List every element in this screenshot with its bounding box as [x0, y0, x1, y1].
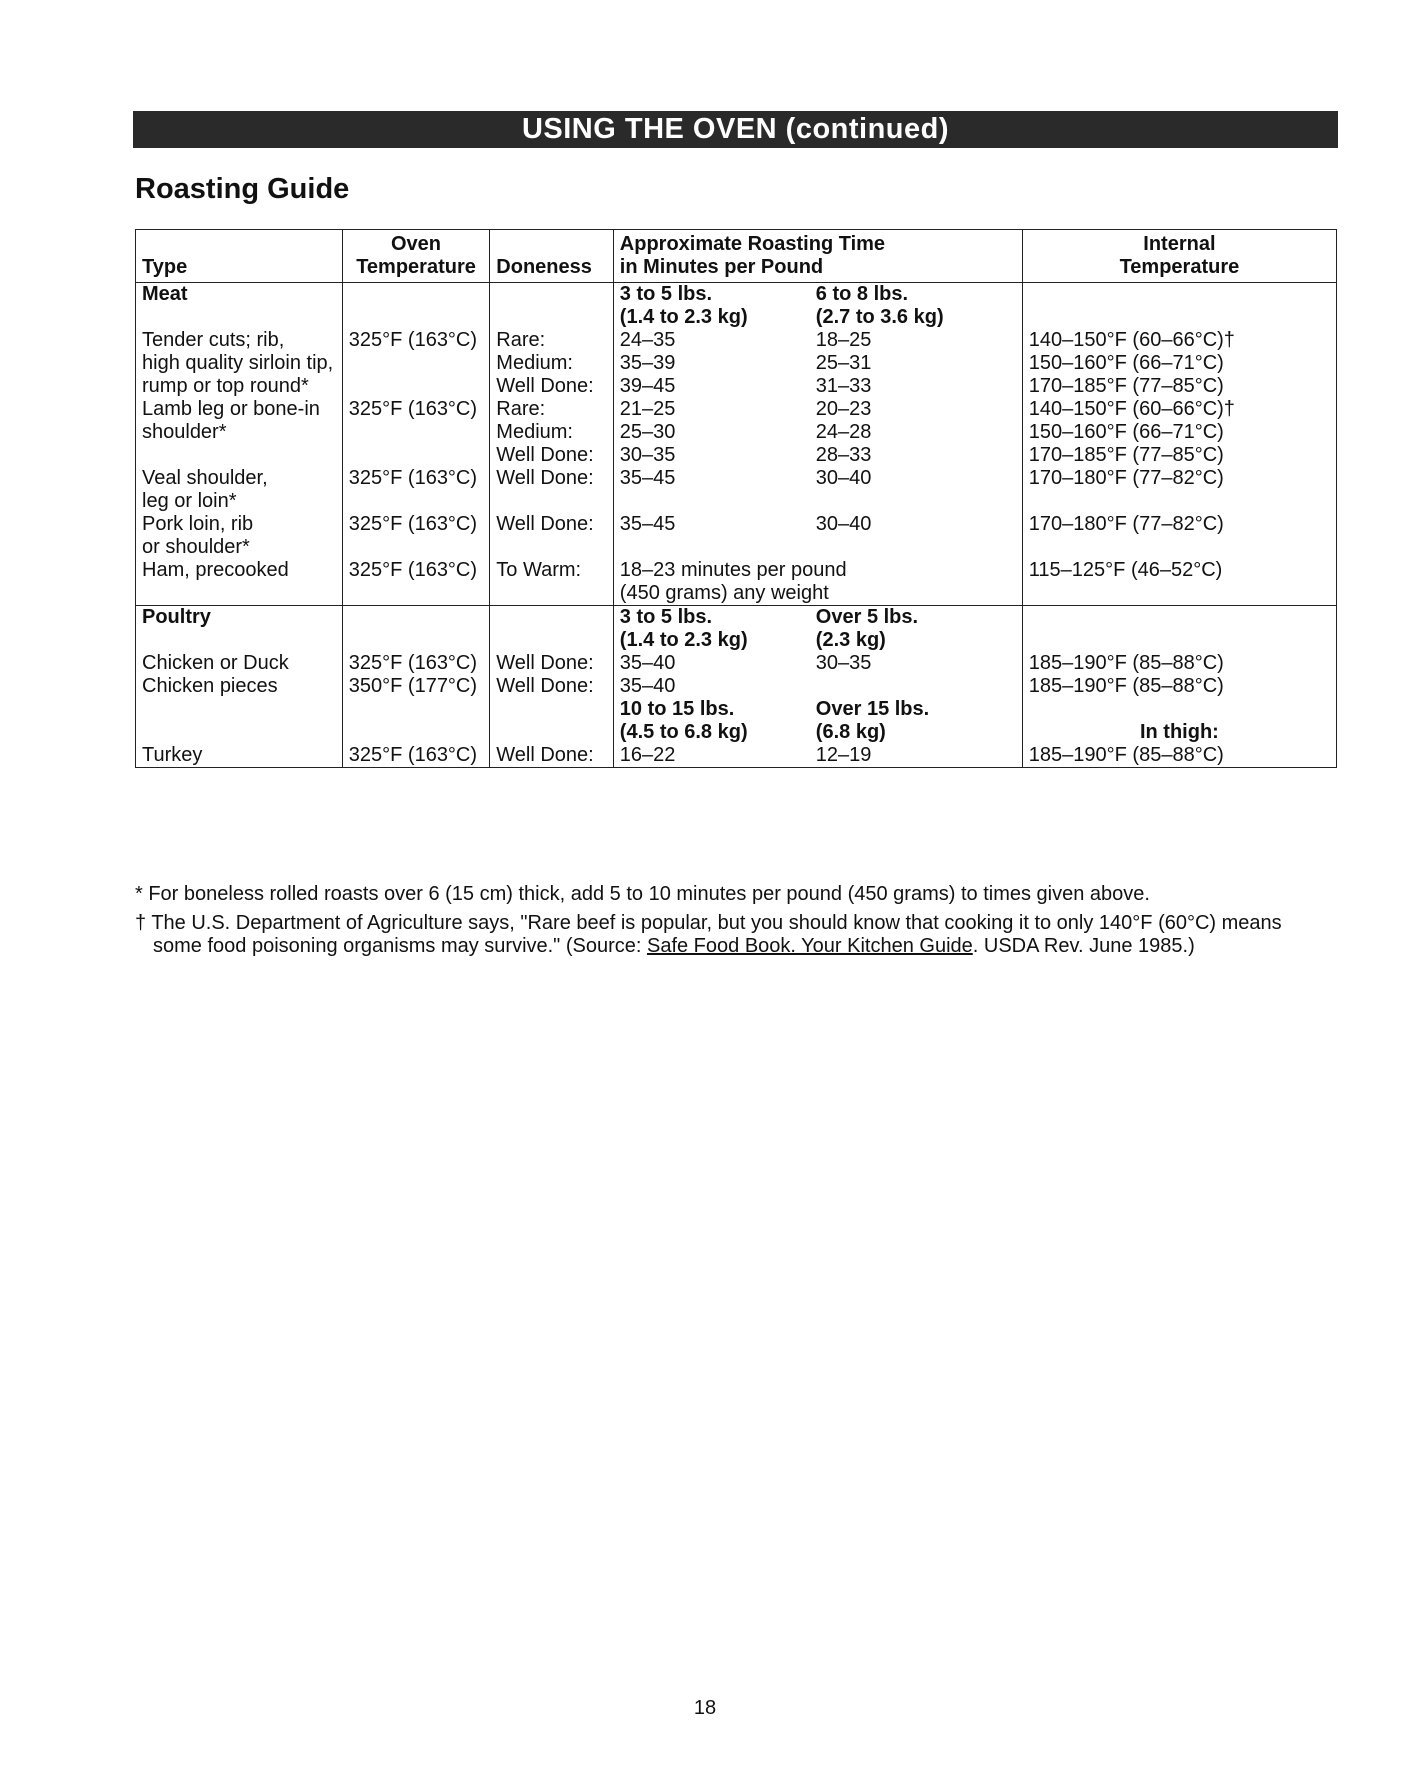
table-row	[136, 698, 1337, 768]
table-row	[136, 652, 1337, 675]
in-thigh-label: In thigh:	[1139, 721, 1219, 743]
oven-cell: 350°F (177°C)	[342, 675, 490, 698]
section-label-poultry: Poultry	[136, 606, 343, 653]
type-cell: Turkey	[136, 698, 343, 768]
footnote-dagger: † The U.S. Department of Agriculture says, "Rare beef is popular, but you should know that cooking it to only 140°F (60°C) means some food poisoning organisms may survive." (Source: Safe Food Book. Your Kitchen Guide. USDA Rev. June 1985.)	[135, 912, 1282, 957]
time-cell: 35–40 30–35	[613, 652, 1022, 675]
page-title: Roasting Guide	[135, 173, 350, 205]
type-cell: Ham, precooked	[136, 559, 343, 606]
section-label-meat: Meat	[136, 283, 343, 330]
table-header	[136, 230, 1337, 283]
source-title: Safe Food Book. Your Kitchen Guide	[646, 935, 973, 957]
table-row	[136, 513, 1337, 559]
type-cell: Pork loin, rib or shoulder*	[136, 513, 343, 559]
oven-cell: 325°F (163°C)	[342, 698, 490, 768]
doneness-cell: Rare: Medium: Well Done:	[490, 329, 614, 398]
internal-temp-cell: 185–190°F (85–88°C)	[1022, 652, 1336, 675]
section-banner-text: USING THE OVEN (continued)	[521, 113, 950, 145]
time-cell: 35–45 30–40	[613, 513, 1022, 559]
internal-temp-cell: 115–125°F (46–52°C)	[1022, 559, 1336, 606]
oven-cell: 325°F (163°C)	[342, 513, 490, 559]
header-oven-temperature: Oven Temperature	[342, 230, 490, 283]
internal-temp-cell: In thigh: 185–190°F (85–88°C)	[1022, 698, 1336, 768]
type-cell: Tender cuts; rib, high quality sirloin tip, rump or top round*	[136, 329, 343, 398]
type-cell: Chicken pieces	[136, 675, 343, 698]
poultry-weight-headings: 3 to 5 lbs. Over 5 lbs. (1.4 to 2.3 kg) (2.3 kg)	[613, 606, 1022, 653]
page-number: 18	[693, 1697, 717, 1719]
table-row	[136, 675, 1337, 698]
doneness-cell: Well Done:	[490, 467, 614, 513]
time-cell: 35–45 30–40	[613, 467, 1022, 513]
section-banner	[133, 111, 1338, 148]
oven-cell: 325°F (163°C)	[342, 652, 490, 675]
time-cell: 21–25 20–23 25–30 24–28 30–35 28–33	[613, 398, 1022, 467]
internal-temp-cell: 140–150°F (60–66°C)† 150–160°F (66–71°C) 170–185°F (77–85°C)	[1022, 329, 1336, 398]
roasting-guide-table	[135, 229, 1337, 768]
footnotes	[135, 883, 1335, 964]
time-cell: 10 to 15 lbs. Over 15 lbs. (4.5 to 6.8 kg) (6.8 kg) 16–22 12–19	[613, 698, 1022, 768]
doneness-cell: To Warm:	[490, 559, 614, 606]
time-cell: 24–35 18–25 35–39 25–31 39–45 31–33	[613, 329, 1022, 398]
table-row	[136, 606, 1337, 653]
doneness-cell: Rare: Medium: Well Done:	[490, 398, 614, 467]
oven-cell: 325°F (163°C)	[342, 398, 490, 467]
doneness-cell: Well Done:	[490, 513, 614, 559]
header-doneness: Doneness	[490, 230, 614, 283]
table-row	[136, 329, 1337, 398]
footnote-star: * For boneless rolled roasts over 6 (15 cm) thick, add 5 to 10 minutes per pound (450 grams) to times given above.	[135, 883, 1150, 905]
type-cell: Chicken or Duck	[136, 652, 343, 675]
doneness-cell: Well Done:	[490, 652, 614, 675]
table-row	[136, 559, 1337, 606]
doneness-cell: Well Done:	[490, 675, 614, 698]
internal-temp-cell: 170–180°F (77–82°C)	[1022, 467, 1336, 513]
type-cell: Veal shoulder, leg or loin*	[136, 467, 343, 513]
header-roasting-time: Approximate Roasting Time in Minutes per Pound	[613, 230, 1022, 283]
internal-temp-cell: 140–150°F (60–66°C)† 150–160°F (66–71°C) 170–185°F (77–85°C)	[1022, 398, 1336, 467]
header-internal-temperature: Internal Temperature	[1022, 230, 1336, 283]
table-row	[136, 283, 1337, 330]
time-cell: 18–23 minutes per pound (450 grams) any weight	[613, 559, 1022, 606]
meat-weight-headings: 3 to 5 lbs. 6 to 8 lbs. (1.4 to 2.3 kg) (2.7 to 3.6 kg)	[613, 283, 1022, 330]
header-type: Type	[136, 230, 343, 283]
oven-cell: 325°F (163°C)	[342, 559, 490, 606]
internal-temp-cell: 185–190°F (85–88°C)	[1022, 675, 1336, 698]
oven-cell: 325°F (163°C)	[342, 329, 490, 398]
poultry-section	[136, 606, 1337, 768]
meat-section	[136, 283, 1337, 606]
doneness-cell: Well Done:	[490, 698, 614, 768]
type-cell: Lamb leg or bone-in shoulder*	[136, 398, 343, 467]
internal-temp-cell: 170–180°F (77–82°C)	[1022, 513, 1336, 559]
oven-cell: 325°F (163°C)	[342, 467, 490, 513]
table-row	[136, 467, 1337, 513]
time-cell: 35–40	[613, 675, 1022, 698]
table-row	[136, 398, 1337, 467]
